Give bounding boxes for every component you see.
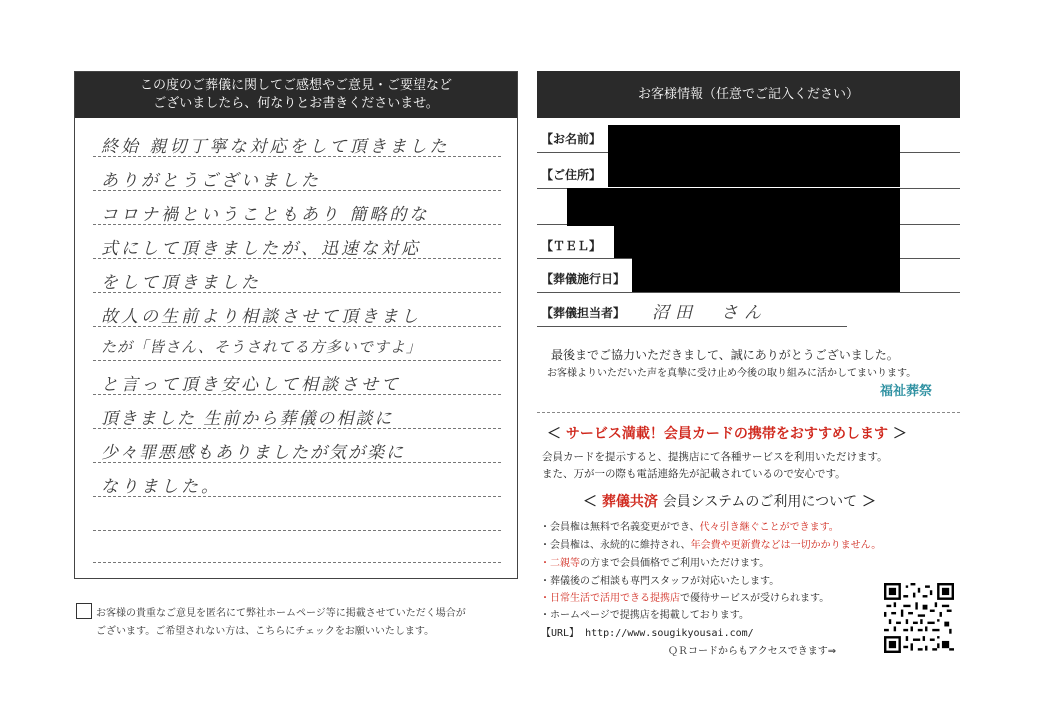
ruled-line <box>93 562 501 563</box>
benefit-highlight: 年会費や更新費などは一切かかりません。 <box>690 540 882 551</box>
address-label: 【ご住所】 <box>541 168 602 182</box>
url-row <box>541 624 754 639</box>
handwritten-line: 終始 親切丁寧な対応をして頂きました <box>101 137 450 157</box>
tel-redaction <box>614 226 900 258</box>
benefit-text: の方まで会員価格でご利用いただけます。 <box>580 558 770 569</box>
benefit-item <box>540 536 881 551</box>
system-bracket-left: ＜ <box>583 494 597 510</box>
comment-header <box>75 72 517 118</box>
benefit-highlight: ・二親等 <box>540 558 580 569</box>
website-link[interactable]: http://www.sougikyousai.com/ <box>585 628 754 639</box>
handwritten-line: 式にして頂きましたが、迅速な対応 <box>101 239 421 259</box>
handwritten-line: ありがとうございました <box>101 171 321 191</box>
comment-header-line1: この度のご葬儀に関してご感想やご意見・ご要望など <box>139 78 452 93</box>
address-redaction <box>567 188 900 226</box>
ruled-line <box>93 530 501 531</box>
benefit-text: ・会員権は無料で名義変更ができ、 <box>540 522 700 533</box>
name-redaction <box>608 125 900 187</box>
promo-heading <box>547 423 952 443</box>
handwritten-line: をして頂きました <box>101 273 261 293</box>
promo-title: サービス満載！会員カードの携帯をおすすめします <box>565 426 889 442</box>
consent-text-line1: お客様の貴重なご意見を匿名にて弊社ホームページ等に掲載させていただく場合が <box>96 608 466 619</box>
tel-label: 【ＴＥＬ】 <box>541 239 602 253</box>
handwritten-line: と言って頂き安心して相談させて <box>101 375 401 395</box>
handwritten-line: なりました。 <box>101 477 221 497</box>
thanks-message: 最後までご協力いただきまして、誠にありがとうございました。 <box>551 348 899 362</box>
promo-text-line1: 会員カードを提示すると、提携店にて各種サービスを利用いただけます。 <box>542 451 888 463</box>
handwritten-line: 少々罪悪感もありましたが気が楽に <box>101 443 405 463</box>
consent-text-line2: ございます。ご希望されない方は、こちらにチェックをお願いいたします。 <box>96 626 435 637</box>
benefit-item: ・葬儀後のご相談も専門スタッフが対応いたします。 <box>540 576 780 587</box>
benefit-highlight: ・日常生活で活用できる提携店 <box>540 593 680 604</box>
promo-text-line2: また、万が一の際も電話連絡先が記載されているので安心です。 <box>542 468 846 480</box>
handwritten-line: 故人の生前より相談させて頂きまし <box>101 307 421 327</box>
staff-label: 【葬儀担当者】 <box>541 306 626 320</box>
handwritten-line: 頂きました 生前から葬儀の相談に <box>101 409 394 429</box>
funeral-date-line <box>537 292 960 293</box>
promo-bracket-right: ＞ <box>892 426 907 442</box>
ruled-line <box>93 360 501 361</box>
benefit-text: ・会員権は、永続的に維持され、 <box>540 540 691 551</box>
system-heading <box>583 491 876 511</box>
system-title: 会員システムのご利用について <box>662 494 858 510</box>
comment-card <box>74 71 518 579</box>
benefit-item <box>540 554 769 569</box>
customer-info-header: お客様情報（任意でご記入ください） <box>537 71 960 118</box>
section-divider <box>537 412 960 413</box>
benefit-highlight: 代々引き継ぐことができます。 <box>699 522 839 533</box>
promo-bracket-left: ＜ <box>547 426 561 442</box>
handwritten-line: コロナ禍ということもあり 簡略的な <box>101 205 430 225</box>
benefit-item <box>540 589 829 604</box>
staff-line <box>537 326 847 327</box>
comment-header-line2: ございましたら、何なりとお書きくださいませ。 <box>153 96 439 111</box>
staff-value: 沼田 さん <box>652 303 767 323</box>
brand-name: 福祉葬祭 <box>880 384 933 399</box>
consent-checkbox[interactable] <box>76 603 92 619</box>
funeral-date-redaction <box>632 258 900 292</box>
system-bracket-right: ＞ <box>861 494 876 510</box>
name-label: 【お名前】 <box>541 132 602 146</box>
benefit-text: で優待サービスが受けられます。 <box>680 593 830 604</box>
qr-code-icon[interactable] <box>884 583 954 653</box>
qr-note: ＱＲコードからもアクセスできます⇒ <box>668 646 837 657</box>
system-title-highlight: 葬儀共済 <box>601 494 658 510</box>
benefit-item: ・ホームページで提携店を掲載しております。 <box>540 610 749 621</box>
benefit-item <box>540 518 839 533</box>
thanks-submessage: お客様よりいただいた声を真摯に受け止め今後の取り組みに活かしてまいります。 <box>547 368 917 379</box>
url-label: 【URL】 <box>541 628 580 639</box>
handwritten-line: たが「皆さん、そうされてる方多いですよ」 <box>101 338 422 356</box>
funeral-date-label: 【葬儀施行日】 <box>541 272 626 286</box>
